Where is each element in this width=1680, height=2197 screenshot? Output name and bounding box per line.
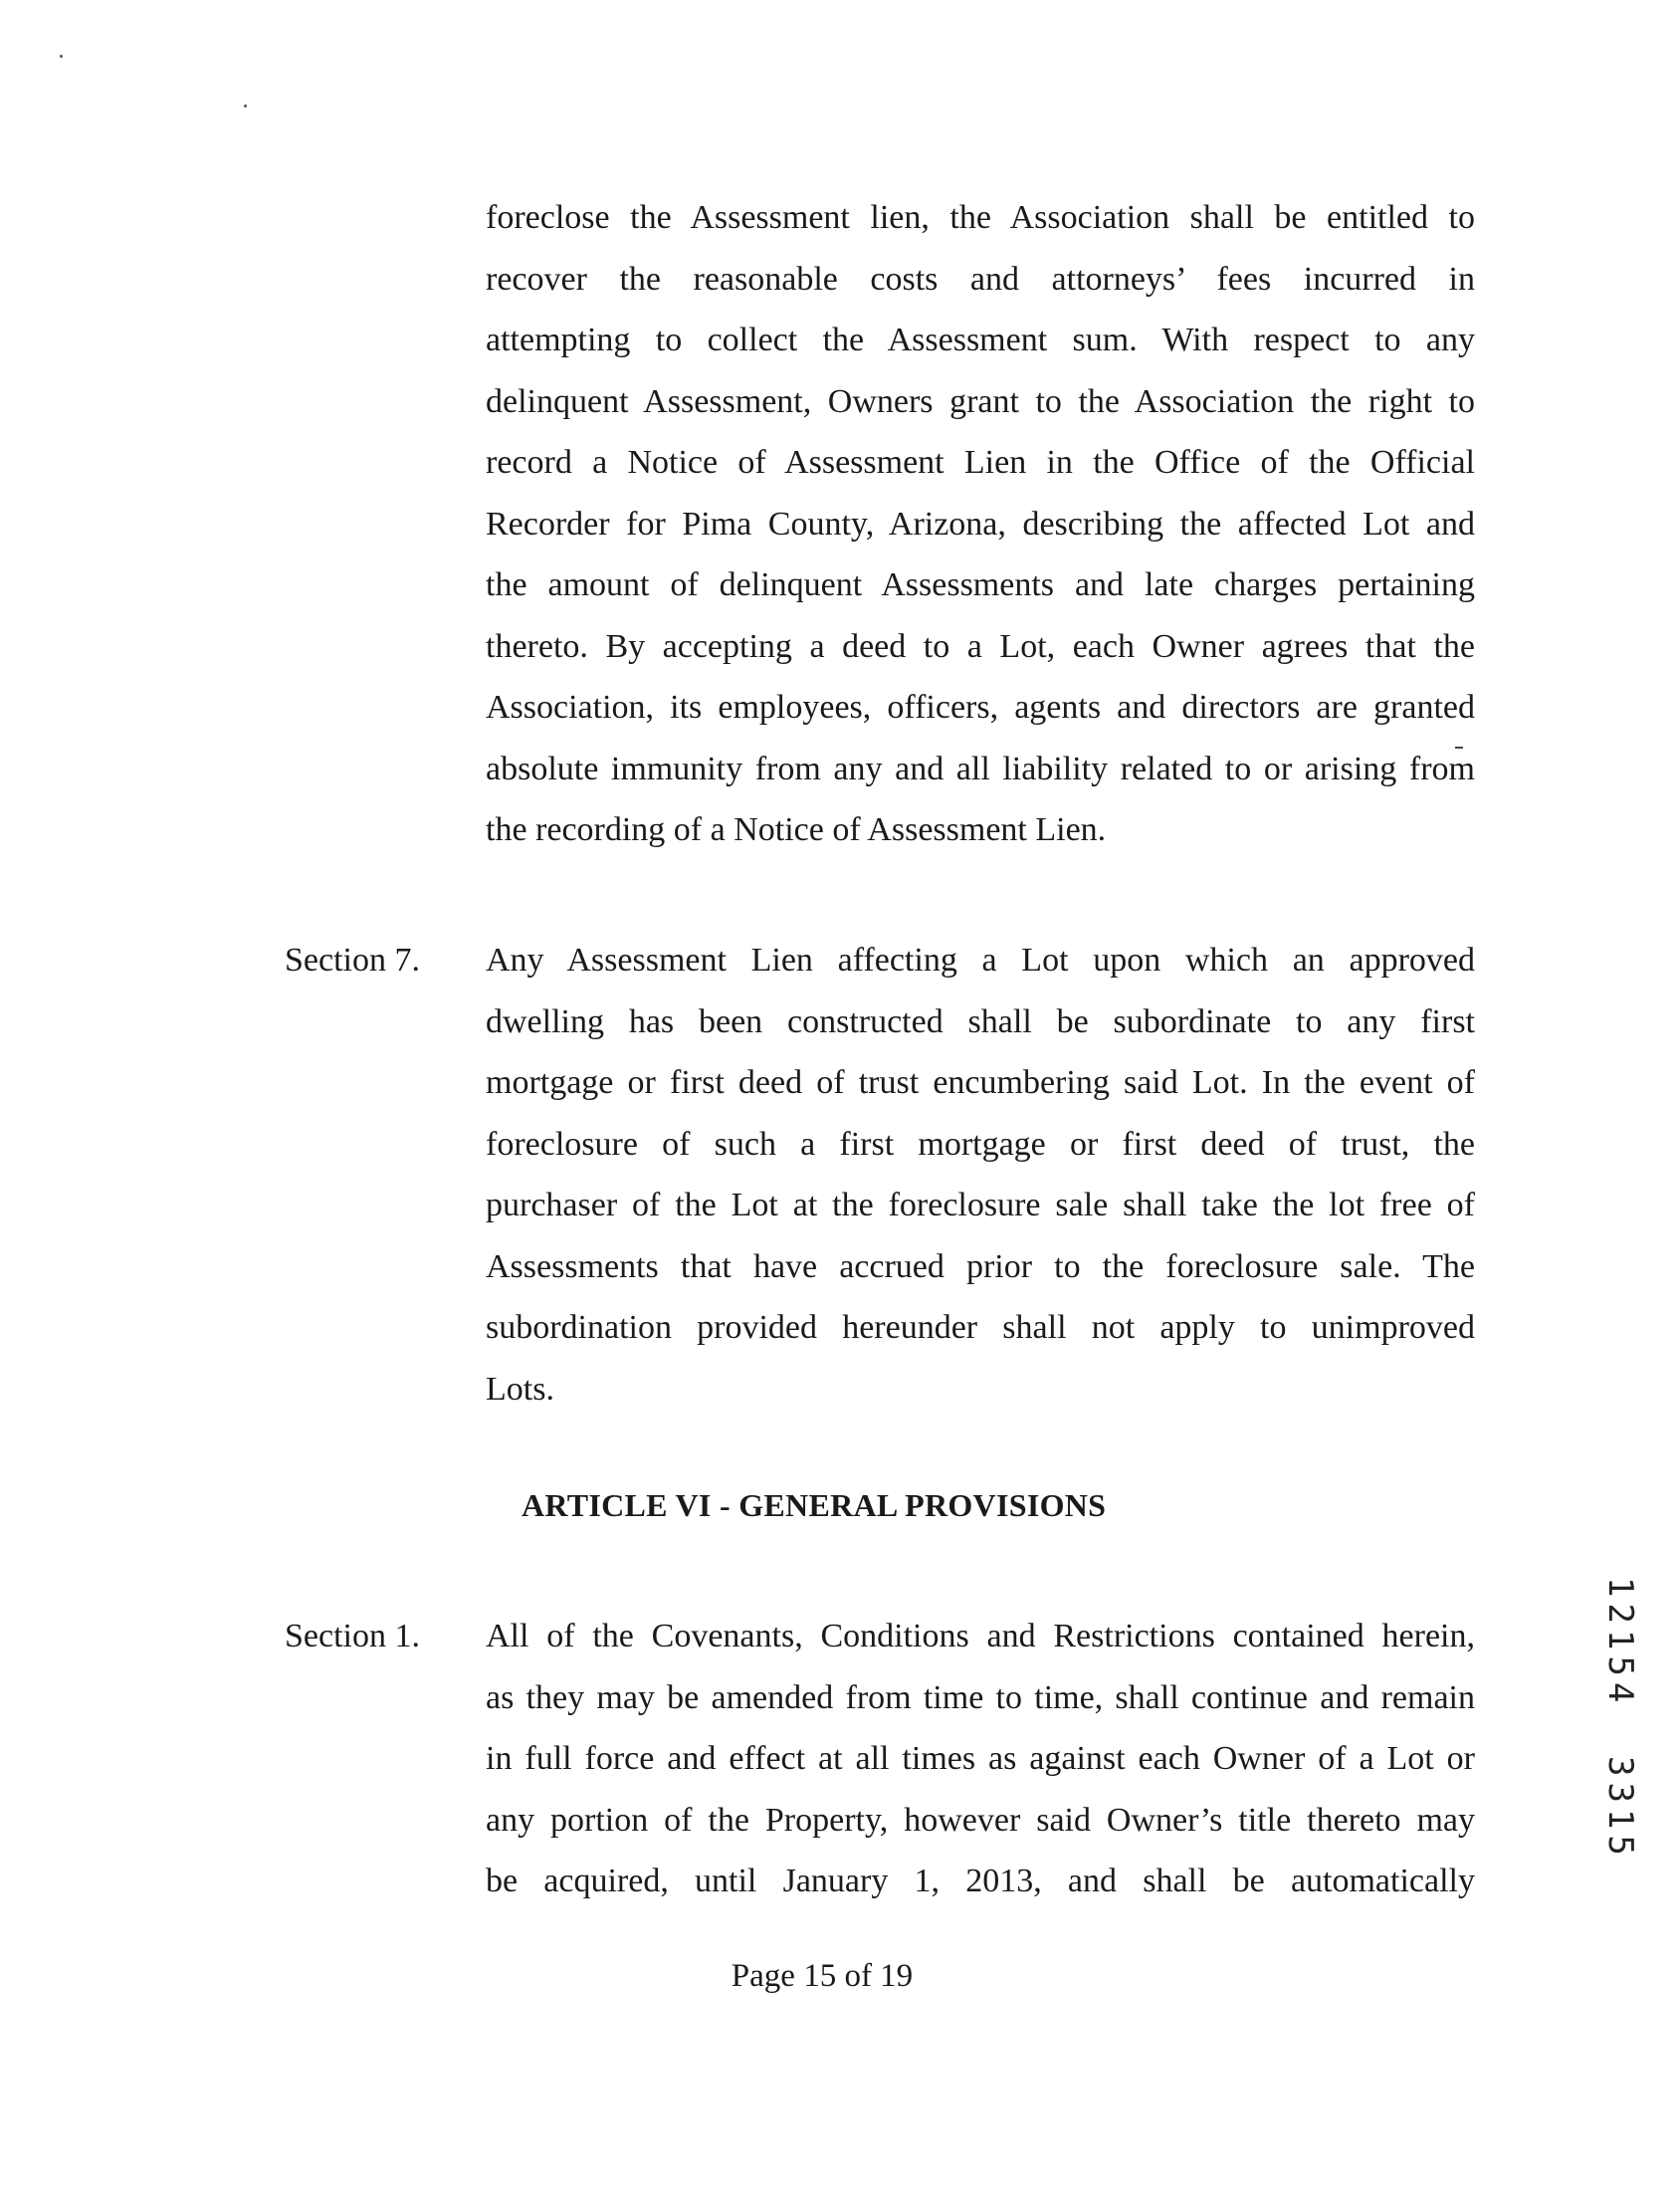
- text-line: the recording of a Notice of Assessment Lien.: [486, 811, 1107, 848]
- text-line: subordination provided hereunder shall not apply to unimproved: [486, 1309, 1475, 1346]
- text-line: as they may be amended from time to time, shall continue and remain: [486, 1678, 1475, 1716]
- page-number: Page 15 of 19: [731, 1958, 914, 1994]
- section-7-label: Section 7.: [285, 942, 420, 979]
- text-line: foreclosure of such a first mortgage or first deed of trust, the: [486, 1125, 1475, 1163]
- article-heading: ARTICLE VI - GENERAL PROVISIONS: [522, 1487, 1107, 1523]
- recording-stamp-graphic: [1597, 1571, 1641, 1909]
- text-line: Any Assessment Lien affecting a Lot upon which an approved: [486, 942, 1475, 979]
- text-line: mortgage or first deed of trust encumbering said Lot. In the event of: [486, 1064, 1475, 1101]
- section-1-label: Section 1.: [285, 1618, 420, 1654]
- stamp-page-number: 3315: [1600, 1756, 1640, 1862]
- text-line: foreclose the Assessment lien, the Association shall be entitled to: [486, 199, 1475, 236]
- text-line: Association, its employees, officers, agents and directors are granted: [486, 689, 1475, 726]
- text-line: Recorder for Pima County, Arizona, describing the affected Lot and: [486, 505, 1475, 543]
- text-line: the amount of delinquent Assessments and late charges pertaining: [486, 566, 1475, 603]
- text-line: absolute immunity from any and all liability related to or arising from: [486, 750, 1475, 787]
- continuation-paragraph: [486, 187, 1475, 861]
- text-line: delinquent Assessment, Owners grant to the Association the right to: [486, 382, 1475, 420]
- text-line: Assessments that have accrued prior to the foreclosure sale. The: [486, 1247, 1475, 1285]
- text-line: record a Notice of Assessment Lien in the Office of the Official: [486, 444, 1475, 481]
- section-1-paragraph: [486, 1606, 1475, 1912]
- text-line: Lots.: [486, 1370, 554, 1408]
- stamp-docket-number: 12154: [1600, 1577, 1640, 1709]
- text-line: any portion of the Property, however said Owner’s title thereto may: [486, 1801, 1475, 1839]
- text-line: attempting to collect the Assessment sum. With respect to any: [486, 322, 1475, 358]
- text-line: recover the reasonable costs and attorneys’ fees incurred in: [486, 260, 1475, 298]
- text-line: dwelling has been constructed shall be subordinate to any first: [486, 1002, 1475, 1040]
- text-line: thereto. By accepting a deed to a Lot, each Owner agrees that the: [486, 627, 1475, 665]
- recording-stamp: [1597, 1571, 1641, 1909]
- text-line: purchaser of the Lot at the foreclosure sale shall take the lot free of: [486, 1187, 1475, 1223]
- text-line: All of the Covenants, Conditions and Restrictions contained herein,: [486, 1618, 1475, 1654]
- section-7-paragraph: [486, 930, 1475, 1420]
- scan-mark: [1455, 747, 1463, 749]
- scan-speck: [60, 55, 63, 58]
- text-line: be acquired, until January 1, 2013, and shall be automatically: [486, 1863, 1475, 1899]
- text-line: in full force and effect at all times as against each Owner of a Lot or: [486, 1740, 1475, 1777]
- scan-speck: [244, 105, 247, 108]
